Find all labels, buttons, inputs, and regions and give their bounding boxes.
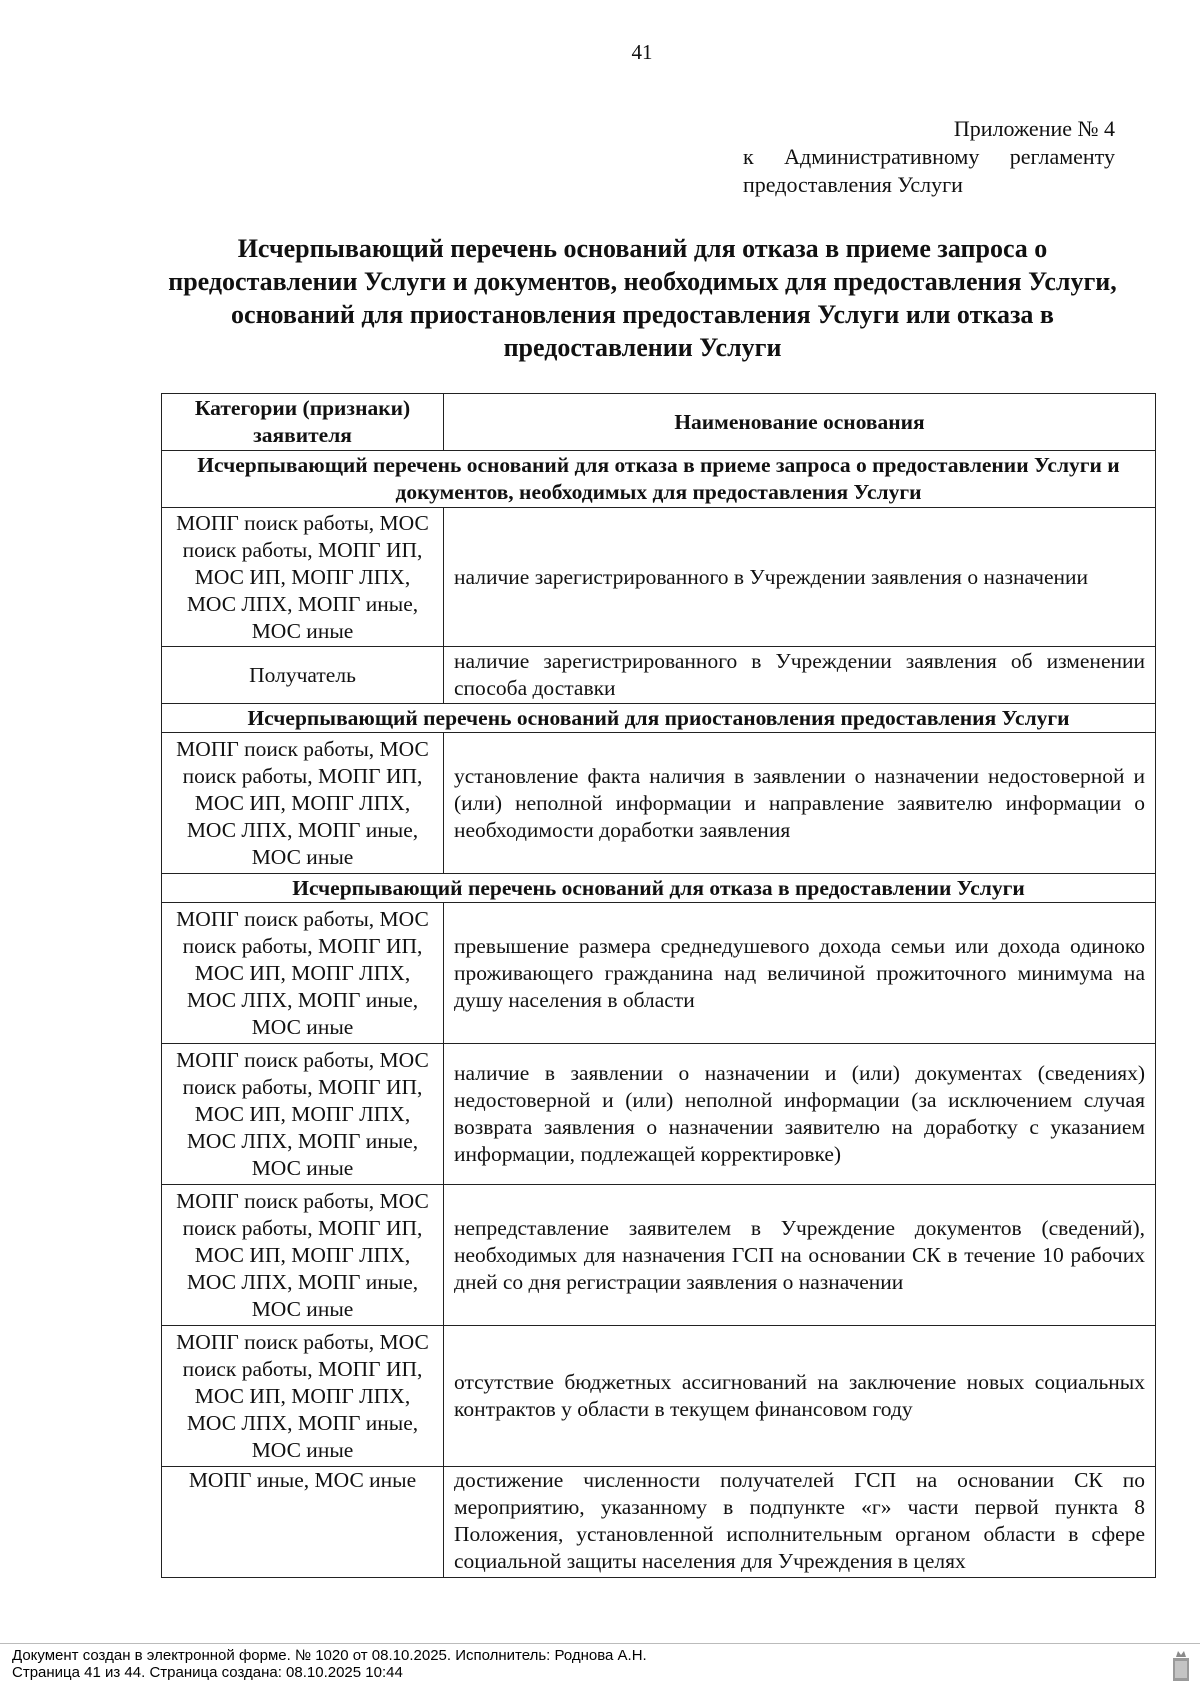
document-footer bbox=[12, 1647, 647, 1681]
reason-cell: наличие зарегистрированного в Учреждении заявления о назначении bbox=[444, 508, 1156, 647]
header-categories: Категории (признаки) заявителя bbox=[162, 394, 444, 451]
footer-page-info: Страница 41 из 44. Страница создана: 08.10.2025 10:44 bbox=[12, 1664, 403, 1681]
reason-cell: отсутствие бюджетных ассигнований на заключение новых социальных контрактов у области в текущем финансовом году bbox=[444, 1326, 1156, 1467]
section-title-row bbox=[162, 704, 1156, 733]
reason-cell: превышение размера среднедушевого дохода семьи или дохода одиноко проживающего гражданина над величиной прожиточного минимума на душу населения в области bbox=[444, 903, 1156, 1044]
document-title: Исчерпывающий перечень оснований для отказа в приеме запроса о предоставлении Услуги и документов, необходимых для предоставления Услуги, оснований для приостановления предоставления Услуги или отказа в предоставлении Услуги bbox=[168, 234, 1117, 362]
header-reason: Наименование основания bbox=[444, 394, 1156, 451]
appendix-number: Приложение № 4 bbox=[953, 116, 1115, 141]
category-cell: Получатель bbox=[162, 647, 444, 704]
appendix-subject: предоставления Услуги bbox=[743, 172, 963, 197]
section-title: Исчерпывающий перечень оснований для отказа в приеме запроса о предоставлении Услуги и документов, необходимых для предоставления Услуги bbox=[162, 451, 1156, 508]
category-cell: МОПГ поиск работы, МОС поиск работы, МОПГ ИП, МОС ИП, МОПГ ЛПХ, МОС ЛПХ, МОПГ иные, МОС иные bbox=[162, 1326, 444, 1467]
appendix-header bbox=[743, 115, 1115, 199]
reason-cell: наличие зарегистрированного в Учреждении заявления об изменении способа доставки bbox=[444, 647, 1156, 704]
category-cell: МОПГ иные, МОС иные bbox=[162, 1467, 444, 1578]
section-title: Исчерпывающий перечень оснований для приостановления предоставления Услуги bbox=[162, 704, 1156, 733]
section-title: Исчерпывающий перечень оснований для отказа в предоставлении Услуги bbox=[162, 874, 1156, 903]
section-title-row bbox=[162, 874, 1156, 903]
reason-cell: установление факта наличия в заявлении о назначении недостоверной и (или) неполной информации и направление заявителю информации о необходимости доработки заявления bbox=[444, 733, 1156, 874]
table-row bbox=[162, 1326, 1156, 1467]
table-row bbox=[162, 508, 1156, 647]
category-cell: МОПГ поиск работы, МОС поиск работы, МОПГ ИП, МОС ИП, МОПГ ЛПХ, МОС ЛПХ, МОПГ иные, МОС иные bbox=[162, 903, 444, 1044]
table-row bbox=[162, 1044, 1156, 1185]
table-row bbox=[162, 647, 1156, 704]
table-row bbox=[162, 733, 1156, 874]
reason-cell: наличие в заявлении о назначении и (или) документах (сведениях) недостоверной и (или) неполной информации (за исключением случая возврата заявления о назначении заявителю на доработку с указанием информации, подлежащей корректировке) bbox=[444, 1044, 1156, 1185]
grounds-table bbox=[161, 393, 1156, 1578]
footer-divider bbox=[0, 1643, 1200, 1644]
category-cell: МОПГ поиск работы, МОС поиск работы, МОПГ ИП, МОС ИП, МОПГ ЛПХ, МОС ЛПХ, МОПГ иные, МОС иные bbox=[162, 508, 444, 647]
table-row bbox=[162, 1467, 1156, 1578]
reason-cell: непредставление заявителем в Учреждение документов (сведений), необходимых для назначения ГСП на основании СК в течение 10 рабочих дней со дня регистрации заявления о назначении bbox=[444, 1185, 1156, 1326]
table-row bbox=[162, 903, 1156, 1044]
table-row bbox=[162, 1185, 1156, 1326]
table-header-row bbox=[162, 394, 1156, 451]
emblem-icon bbox=[1172, 1648, 1190, 1682]
category-cell: МОПГ поиск работы, МОС поиск работы, МОПГ ИП, МОС ИП, МОПГ ЛПХ, МОС ЛПХ, МОПГ иные, МОС иные bbox=[162, 733, 444, 874]
category-cell: МОПГ поиск работы, МОС поиск работы, МОПГ ИП, МОС ИП, МОПГ ЛПХ, МОС ЛПХ, МОПГ иные, МОС иные bbox=[162, 1185, 444, 1326]
section-title-row bbox=[162, 451, 1156, 508]
footer-document-info: Документ создан в электронной форме. № 1020 от 08.10.2025. Исполнитель: Роднова А.Н. bbox=[12, 1647, 647, 1664]
page-number: 41 bbox=[631, 40, 653, 64]
appendix-reference: к Административному регламенту bbox=[743, 144, 1115, 169]
reason-cell: достижение численности получателей ГСП на основании СК по мероприятию, указанному в подпункте «г» части первой пункта 8 Положения, установленной исполнительным органом области в сфере социальной защиты населения для Учреждения в целях bbox=[444, 1467, 1156, 1578]
category-cell: МОПГ поиск работы, МОС поиск работы, МОПГ ИП, МОС ИП, МОПГ ЛПХ, МОС ЛПХ, МОПГ иные, МОС иные bbox=[162, 1044, 444, 1185]
